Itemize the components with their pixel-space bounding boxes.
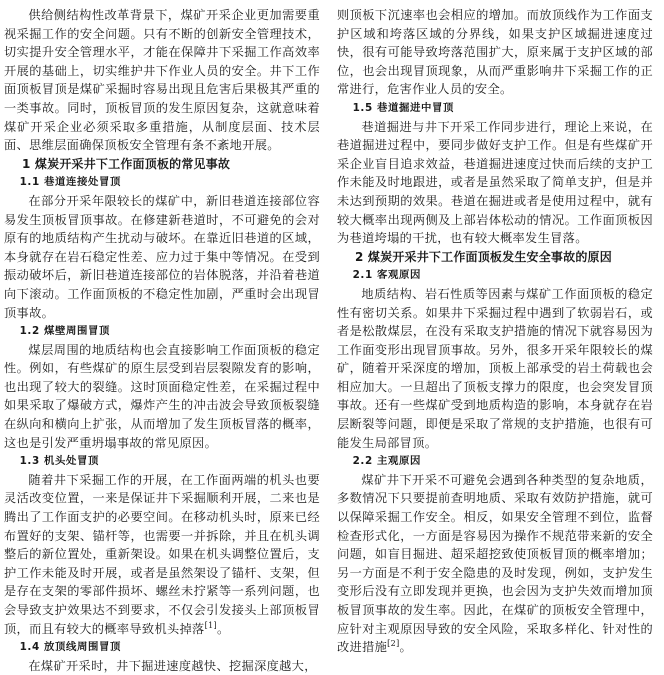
subsection-1-3-heading: 1.3 机头处冒顶 — [19, 455, 99, 468]
subsection-1-4-paragraph-continued: 则顶板下沉速率也会相应的增加。而放顶线作为工作面支护区域和垮落区域的分界线，如果支护区域掘进速度过快，很有可能导致垮落范围扩大，原来属于支护区域的部位，也会出现冒顶现象，从而严重影响井下采掘工作的正常进行，危害作业人员的安全。 — [337, 8, 653, 97]
left-column — [4, 6, 320, 675]
subsection-2-2-heading: 2.2 主观原因 — [352, 455, 421, 468]
section-2-heading: 2 煤炭开采井下工作面顶板发生安全事故的原因 — [355, 249, 612, 264]
subsection-1-2-paragraph: 煤层周围的地质结构也会直接影响工作面顶板的稳定性。例如，有些煤矿的原生层受到岩层裂隙发育的影响，也出现了较大的裂缝。这时顶面稳定性差，在采掘过程中如果采取了爆破方式，爆炸产生的冲击波会导致顶板裂缝在纵向和横向上扩张，从而增加了发生顶板冒落的概率，这也是引发严重坍塌事故的常见原因。 — [4, 342, 320, 450]
subsection-1-3-text: 随着井下采掘工作的开展，在工作面两端的机头也要灵活改变位置，一来是保证井下采掘顺利开展，二来也是腾出了工作面支护的必要空间。在移动机头时，原来已经布置好的支架、锚杆等，也需要一并拆除，并且在机头调整后的新位置处，重新架设。如果在机头调整位置后，支护工作未能及时开展，或者是虽然架设了锚杆、支架，但是存在支架的零部件损坏、螺丝未拧紧等一系列问题，也会导致支护效果达不到要求，不仅会引发接头上部顶板冒顶，而且有较大的概率导致机头掉落 — [4, 472, 320, 636]
subsection-1-3-end: 。 — [217, 621, 230, 636]
subsection-2-1-paragraph: 地质结构、岩石性质等因素与煤矿工作面顶板的稳定性有密切关系。如果井下采掘过程中遇到了软弱岩石，或者是松散煤层，在没有采取支护措施的情况下就容易因为工作面变形出现冒顶事故。另外，很多开采年限较长的煤矿，随着开采深度的增加，顶板上部承受的岩土荷载也会相应加大。一旦超出了顶板支撑力的限度，也会突发冒顶事故。还有一些煤矿受到地质构造的影响，本身就存在岩层断裂等问题，即便是采取了常规的支护措施，也很有可能发生局部冒顶。 — [337, 286, 653, 450]
subsection-2-2-paragraph — [337, 471, 653, 657]
subsection-2-2-text: 煤矿井下开采不可避免会遇到各种类型的复杂地质，多数情况下只要提前查明地质、采取有效防护措施，就可以保障采掘工作安全。相反，如果安全管理不到位，监督检查形式化，一方面是容易因为操作不规范带来新的安全问题，如盲目掘进、超采超挖致使顶板冒顶的概率增加；另一方面是不利于安全隐患的及时发现，例如，支护发生变形后没有立即发现并更换，也会因为支护失效而增加顶板冒顶事故的发生率。因此，在煤矿的顶板安全管理中，应针对主观原因导致的安全风险，采取多样化、针对性的改进措施 — [337, 472, 653, 655]
right-column — [337, 6, 653, 657]
subsection-1-4-heading: 1.4 放顶线周围冒顶 — [19, 641, 121, 654]
subsection-1-2-heading: 1.2 煤壁周围冒顶 — [19, 325, 110, 338]
subsection-1-1-paragraph: 在部分开采年限较长的煤矿中，新旧巷道连接部位容易发生顶板冒顶事故。在修建新巷道时，不可避免的会对原有的地质结构产生扰动与破坏。在靠近旧巷道的区域，本身就存在岩石稳定性差、应力过于集中等情况。在受到振动破坏后，新旧巷道连接部位的岩体脱落，并沿着巷道向下滚动。工作面顶板的不稳定性加剧，严重时会出现冒顶事故。 — [4, 193, 320, 320]
subsection-2-2-end: 。 — [399, 640, 413, 655]
subsection-1-5-heading: 1.5 巷道掘进中冒顶 — [352, 101, 454, 114]
subsection-1-4-paragraph-start: 在煤矿开采时，井下掘进速度越快、挖掘深度越大， — [28, 658, 317, 673]
subsection-1-3-paragraph — [4, 471, 320, 638]
section-1-heading: 1 煤炭开采井下工作面顶板的常见事故 — [22, 156, 231, 171]
intro-paragraph: 供给侧结构性改革背景下，煤矿开采企业更加需要重视采掘工作的安全问题。只有不断的创新安全管理技术，切实提升安全管理水平，才能在保障井下采掘工作高效率开展的基础上，切实维护井下作业人员的安全。井下工作面顶板冒顶是煤矿采掘时容易出现且危害后果极其严重的一类事故。同时，顶板冒顶的发生原因复杂，这就意味着煤矿开采企业必须采取多重措施，从制度层面、技术层面、思维层面确保顶板安全管理有条不紊地开展。 — [4, 8, 320, 153]
subsection-1-1-heading: 1.1 巷道连接处冒顶 — [19, 176, 121, 189]
subsection-1-5-paragraph: 巷道掘进与井下开采工作同步进行，理论上来说，在巷道掘进过程中，要同步做好支护工作。但是有些煤矿开采企业盲目追求效益，巷道掘进速度过快而后续的支护工作未能及时地跟进，或者是虽然采取了简单支护，但是并未达到预期的效果。巷道在掘进或者是使用过程中，就有较大概率出现两侧及上部岩体松动的情况。工作面顶板因为巷道垮塌的干扰，也有较大概率发生冒落。 — [337, 119, 653, 246]
citation-2: [2] — [387, 639, 400, 649]
citation-1: [1] — [204, 620, 217, 630]
subsection-2-1-heading: 2.1 客观原因 — [352, 269, 421, 282]
